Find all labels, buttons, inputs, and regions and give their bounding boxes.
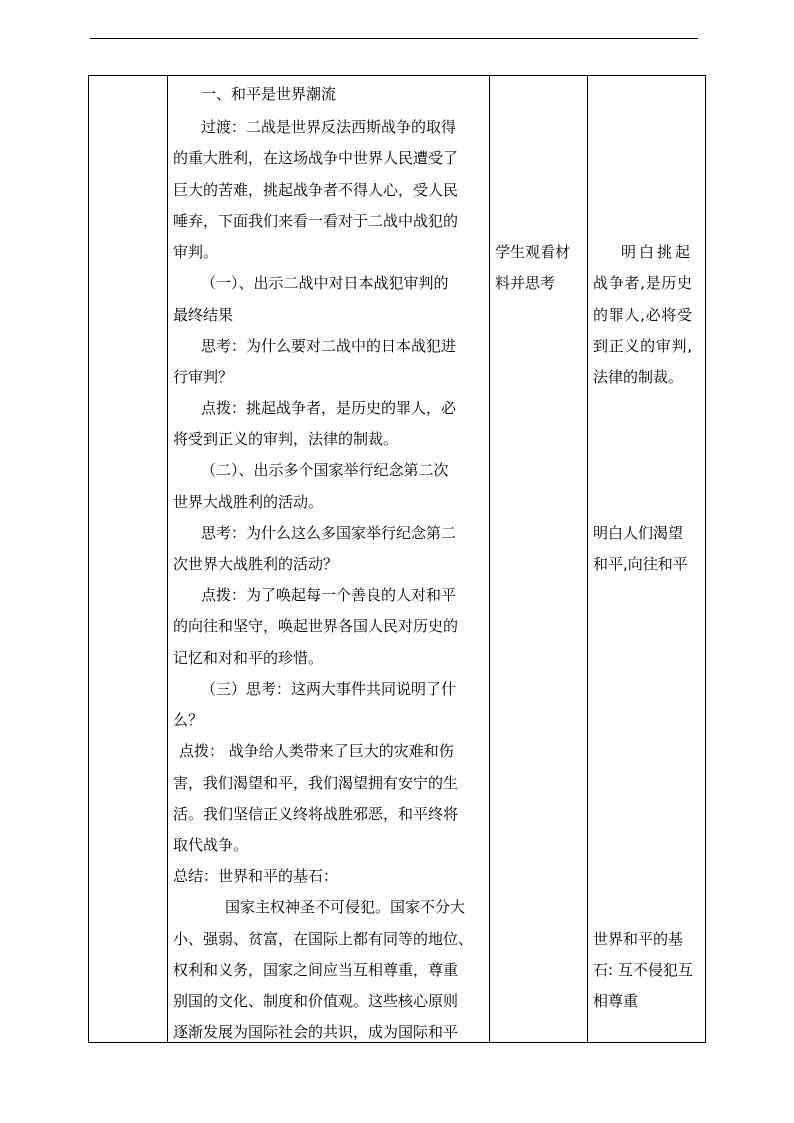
content-line: 国家主权神圣不可侵犯。国家不分大 xyxy=(225,898,466,916)
lesson-table xyxy=(88,75,706,1043)
section-heading: 一、和平是世界潮流 xyxy=(201,85,337,103)
intent-line: 相尊重 xyxy=(593,992,639,1010)
intent-line: 明白人们渴望 xyxy=(593,524,684,542)
intent-line: 和平,向往和平 xyxy=(593,555,688,573)
content-line: 活。我们坚信正义终将战胜邪恶，和平终将 xyxy=(173,805,459,823)
content-line: 小、强弱、贫富，在国际上都有同等的地位、 xyxy=(173,930,474,948)
content-line: （一）、出示二战中对日本战犯审判的 xyxy=(201,274,449,292)
content-line: （二）、出示多个国家举行纪念第二次 xyxy=(201,461,449,479)
intent-line: 法律的制裁。 xyxy=(593,368,684,386)
content-line: 思考：为什么要对二战中的日本战犯进 xyxy=(201,337,457,355)
column-divider xyxy=(489,76,490,1042)
column-divider xyxy=(587,76,588,1042)
content-line: 权利和义务，国家之间应当互相尊重，尊重 xyxy=(173,961,459,979)
content-line: 点拨：为了唤起每一个善良的人对和平 xyxy=(201,586,457,604)
content-line: 唾弃，下面我们来看一看对于二战中战犯的 xyxy=(173,212,459,230)
content-line: 点拨：挑起战争者，是历史的罪人，必 xyxy=(201,399,457,417)
activity-line: 学生观看材 xyxy=(495,243,571,261)
content-line: 的重大胜利，在这场战争中世界人民遭受了 xyxy=(173,149,459,167)
content-line: 别国的文化、制度和价值观。这些核心原则 xyxy=(173,992,459,1010)
content-line: 害，我们渴望和平，我们渴望拥有安宁的生 xyxy=(173,774,459,792)
content-line: 世界大战胜利的活动。 xyxy=(173,493,324,511)
header-rule xyxy=(90,38,698,39)
intent-line: 石: 互不侵犯互 xyxy=(593,961,693,979)
content-line: 审判。 xyxy=(173,243,219,261)
content-line: 记忆和对和平的珍惜。 xyxy=(173,649,324,667)
summary-heading: 总结：世界和平的基石： xyxy=(173,867,339,885)
content-line: （三）思考：这两大事件共同说明了什 xyxy=(201,680,457,698)
content-line: 逐渐发展为国际社会的共识，成为国际和平 xyxy=(173,1023,459,1041)
content-line: 最终结果 xyxy=(173,306,234,324)
intent-line: 的罪人,必将受 xyxy=(593,306,693,324)
intent-line: 到正义的审判, xyxy=(593,337,693,355)
content-line: 的向往和坚守，唤起世界各国人民对历史的 xyxy=(173,617,459,635)
content-line: 过渡：二战是世界反法西斯战争的取得 xyxy=(201,118,457,136)
intent-line: 战争者,是历史 xyxy=(593,274,693,292)
activity-line: 料并思考 xyxy=(495,274,556,292)
content-line: 巨大的苦难，挑起战争者不得人心，受人民 xyxy=(173,181,459,199)
content-line: 将受到正义的审判，法律的制裁。 xyxy=(173,430,399,448)
content-line: 思考：为什么这么多国家举行纪念第二 xyxy=(201,524,457,542)
content-line: 点拨： 战争给人类带来了巨大的灾难和伤 xyxy=(179,742,454,760)
intent-line: 世界和平的基 xyxy=(593,930,684,948)
column-divider xyxy=(167,76,168,1042)
content-line: 次世界大战胜利的活动？ xyxy=(173,555,339,573)
content-line: 行审判？ xyxy=(173,368,234,386)
content-line: 么？ xyxy=(173,711,204,729)
intent-line: 明白挑起 xyxy=(621,243,694,261)
content-line: 取代战争。 xyxy=(173,836,249,854)
